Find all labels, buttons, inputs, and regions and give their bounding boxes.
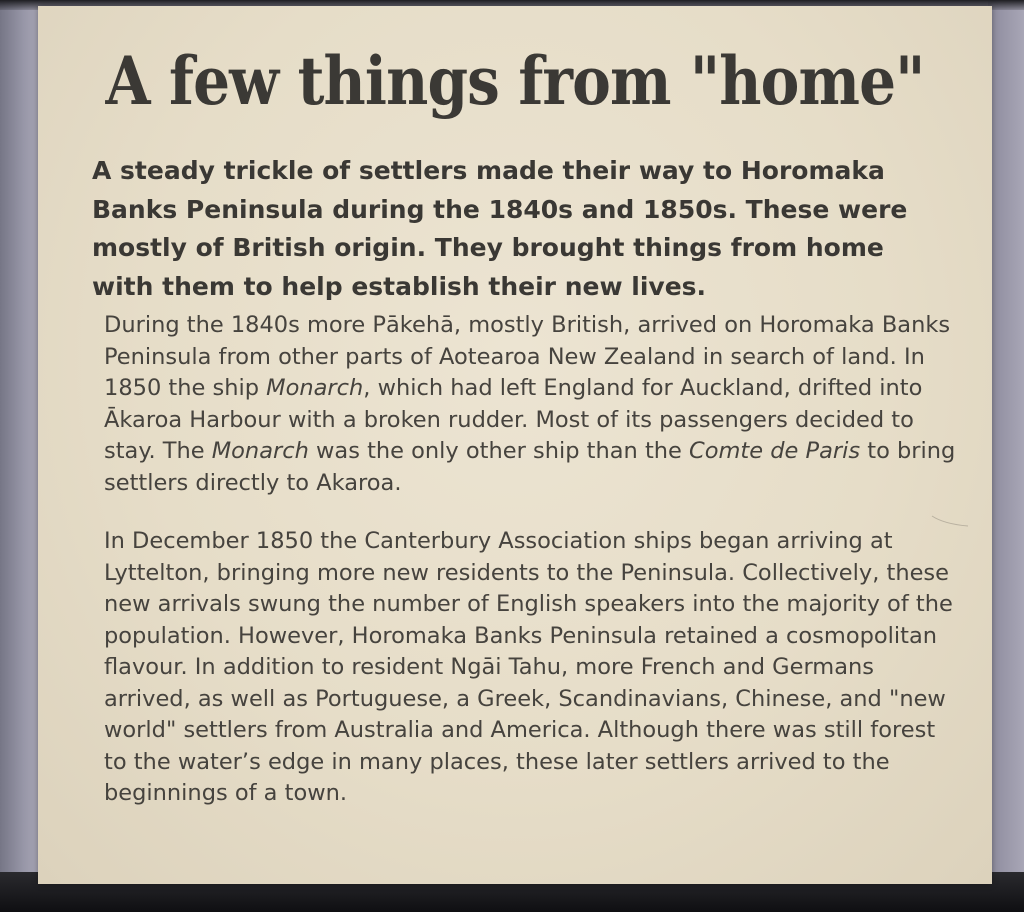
paragraph-1-text-4: to bring settlers directly to Akaroa. [104,438,956,496]
body-paragraph-1 [104,310,964,499]
paragraph-1-text-1: During the 1840s more Pākehā, mostly British, arrived on Horomaka Banks Peninsula from other parts of Aotearoa New Zealand in search of land. In 1850 the ship [104,312,951,401]
museum-info-panel [38,6,992,884]
paragraph-1-text-2: , which had left England for Auckland, drifted into Ākaroa Harbour with a broken rudder. Most of its passengers decided to stay. The [104,375,923,464]
panel-lede: A steady trickle of settlers made their way to Horomaka Banks Peninsula during the 1840s and 1850s. These were mostly of British origin. They brought things from home with them to help establish their new lives. [92,156,908,301]
panel-title: A few things from "home" [105,42,925,120]
paragraph-1-text-3: was the only other ship than the [308,438,690,464]
wall-left [0,0,40,912]
scratch-mark [930,514,970,528]
ship-name-comte-de-paris: Comte de Paris [689,438,861,464]
wall-right [988,0,1024,912]
ship-name-monarch-2: Monarch [211,438,309,464]
body-paragraph-2: In December 1850 the Canterbury Association ships began arriving at Lyttelton, bringing more new residents to the Peninsula. Collectively, these new arrivals swung the number of English speakers into the majority of the population. However, Horomaka Banks Peninsula retained a cosmopolitan flavour. In addition to resident Ngāi Tahu, more French and Germans arrived, as well as Portuguese, a Greek, Scandinavians, Chinese, and "new world" settlers from Australia and America. Although there was still forest to the water’s edge in many places, these later settlers arrived to the beginnings of a town. [104,528,953,806]
ship-name-monarch: Monarch [266,375,364,401]
